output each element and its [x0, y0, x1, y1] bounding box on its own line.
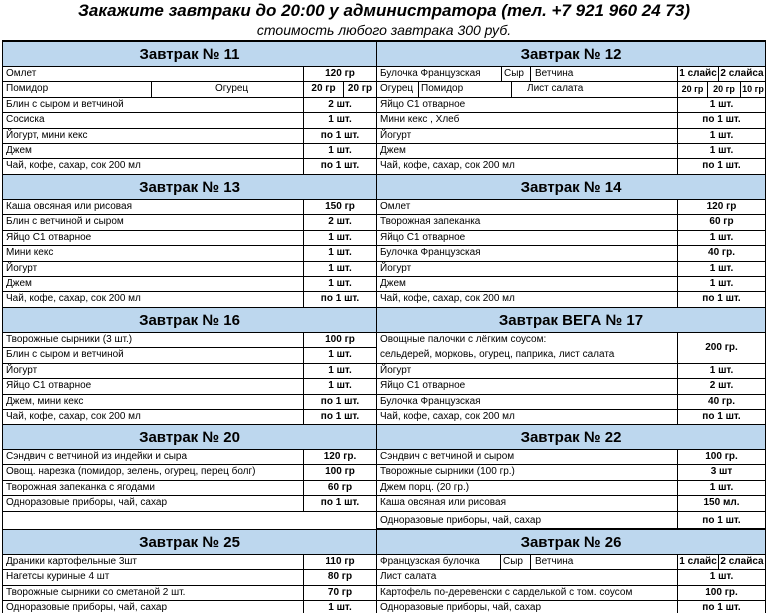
item-row [377, 200, 765, 215]
item-name: Каша овсяная или рисовая [380, 497, 506, 509]
item-row [3, 379, 376, 394]
breakfast-title: Завтрак № 25 [3, 529, 376, 555]
item-qty: 1 шт. [677, 277, 765, 291]
item-qty: 2 шт. [303, 98, 376, 112]
item-name: Джем [380, 145, 406, 156]
item-name: Овощ. нарезка (помидор, зелень, огурец, перец болг) [6, 466, 256, 478]
item-qty: 150 мл. [677, 496, 765, 510]
cell-divider [418, 82, 419, 96]
item-qty: 1 шт. [677, 262, 765, 276]
band-13-14 [2, 174, 766, 309]
item-row [3, 481, 376, 496]
item-name: Одноразовые приборы, чай, сахар [380, 514, 542, 526]
item-qty: по 1 шт. [677, 601, 765, 613]
item-qty: 3 шт [677, 465, 765, 479]
item-qty: 1 шт. [303, 348, 376, 362]
item-name: Сэндвич с ветчиной и сыром [380, 451, 515, 462]
item-name-line-2: сельдерей, морковь, огурец, паприка, лист салата [380, 349, 615, 360]
item-row [377, 555, 765, 570]
breakfast-title: Завтрак № 26 [377, 529, 765, 555]
item-qty: 1 шт. [677, 364, 765, 378]
breakfast-26 [376, 529, 766, 613]
item-row [3, 67, 376, 82]
item-row [3, 570, 376, 585]
band-16-17 [2, 307, 766, 426]
item-row [377, 333, 765, 364]
item-qty: 1 шт. [677, 570, 765, 584]
item-name: Лист салата [380, 571, 437, 583]
item-name-2: Сыр [503, 556, 523, 567]
item-name: Йогурт, мини кекс [6, 129, 88, 141]
item-name: Яйцо С1 отварное [380, 231, 466, 243]
band-11-12 [2, 41, 766, 176]
item-name-2: Сыр [504, 68, 524, 79]
cell-divider [511, 82, 512, 96]
item-qty: 60 гр [677, 215, 765, 229]
item-name: Одноразовые приборы, чай, сахар [380, 602, 542, 613]
cell-divider [501, 67, 502, 81]
item-row [3, 262, 376, 277]
item-row [3, 231, 376, 246]
breakfast-title: Завтрак № 16 [3, 307, 376, 333]
item-name-3: Ветчина [535, 556, 574, 567]
item-row [377, 67, 765, 82]
item-name-3: Лист салата [527, 83, 584, 95]
item-name-2: Помидор [421, 83, 464, 95]
item-row [377, 395, 765, 410]
item-row [3, 555, 376, 570]
item-row [377, 82, 765, 97]
item-qty: 2 шт. [677, 379, 765, 393]
item-name: Творожная запеканка с ягодами [6, 481, 155, 493]
item-row [377, 465, 765, 480]
item-qty: 120 гр [303, 67, 376, 81]
item-name: Йогурт [6, 262, 38, 274]
item-qty: 20 гр [303, 82, 343, 96]
item-name: Омлет [380, 201, 411, 212]
item-name: Сэндвич с ветчиной из индейки и сыра [6, 451, 188, 462]
item-name: Овощные палочки с лёгким соусом: [380, 334, 547, 345]
breakfast-13 [2, 174, 377, 309]
breakfast-title: Завтрак № 11 [3, 41, 376, 67]
item-row [3, 601, 376, 613]
breakfast-12 [376, 41, 766, 176]
item-qty: 60 гр [303, 481, 376, 495]
item-row [377, 277, 765, 292]
item-name: Чай, кофе, сахар, сок 200 мл [6, 411, 141, 422]
item-qty: 1 шт. [303, 364, 376, 378]
item-row [377, 601, 765, 613]
item-name: Йогурт [380, 364, 412, 376]
item-row [377, 364, 765, 379]
item-name: Чай, кофе, сахар, сок 200 мл [380, 160, 515, 172]
breakfast-17 [376, 307, 766, 426]
item-qty: 1 шт. [303, 262, 376, 276]
breakfast-11 [2, 41, 377, 176]
item-qty: 120 гр. [303, 450, 376, 464]
item-name: Мини кекс [6, 247, 54, 259]
item-qty: 200 гр. [677, 333, 765, 363]
item-row [3, 465, 376, 480]
item-qty: 1 шт. [677, 231, 765, 245]
item-qty: по 1 шт. [303, 159, 376, 175]
item-row [3, 98, 376, 113]
item-row [3, 113, 376, 128]
item-row [377, 144, 765, 159]
item-name: Яйцо С1 отварное [6, 380, 92, 392]
item-qty: 110 гр [303, 555, 376, 569]
item-qty: 70 гр [303, 586, 376, 600]
breakfast-title: Завтрак ВЕГА № 17 [377, 307, 765, 333]
item-qty: по 1 шт. [303, 129, 376, 143]
item-qty: 1 шт. [303, 231, 376, 245]
item-name: Картофель по-деревенски с сарделькой с том. соусом [380, 586, 633, 598]
item-name: Одноразовые приборы, чай, сахар [6, 602, 168, 613]
item-row [377, 450, 765, 465]
item-name: Йогурт [380, 129, 412, 141]
item-qty: 100 гр [303, 333, 376, 347]
item-qty-2: 20 гр [343, 82, 376, 96]
breakfast-title: Завтрак № 20 [3, 424, 376, 450]
item-row [3, 144, 376, 159]
item-row [377, 231, 765, 246]
item-name: Каша овсяная или рисовая [6, 201, 132, 212]
page-subtitle: стоимость любого завтрака 300 руб. [256, 22, 512, 38]
item-qty: 2 шт. [303, 215, 376, 229]
item-name: Яйцо С1 отварное [6, 231, 92, 243]
item-row [3, 277, 376, 292]
item-qty: 100 гр. [677, 450, 765, 464]
item-row [3, 395, 376, 410]
item-name: Творожная запеканка [380, 216, 481, 228]
item-name: Булочка Французская [380, 395, 481, 407]
item-name: Йогурт [6, 364, 38, 376]
item-qty: 100 гр [303, 465, 376, 479]
item-qty: 1 шт. [303, 113, 376, 127]
item-name: Яйцо С1 отварное [380, 98, 466, 110]
item-qty: 120 гр [677, 200, 765, 214]
item-qty-2: 20 гр [707, 82, 740, 96]
item-qty: 1 шт. [677, 98, 765, 112]
breakfast-20 [2, 424, 377, 529]
item-name: Булочка Французская [380, 247, 481, 259]
item-qty: 1 слайс [677, 67, 718, 81]
item-row [3, 215, 376, 230]
cell-divider [500, 555, 501, 569]
cell-divider [530, 67, 531, 81]
item-name: Творожные сырники со сметаной 2 шт. [6, 586, 186, 598]
item-qty: 150 гр [303, 200, 376, 214]
item-qty: 1 шт. [303, 601, 376, 613]
item-row [3, 496, 376, 511]
item-qty: по 1 шт. [303, 410, 376, 425]
item-qty: по 1 шт. [677, 113, 765, 127]
item-name: Чай, кофе, сахар, сок 200 мл [6, 293, 141, 305]
item-name: Джем [6, 278, 32, 289]
breakfast-16 [2, 307, 377, 426]
breakfast-22 [376, 424, 766, 529]
item-qty: 1 шт. [303, 144, 376, 158]
item-name: Джем порц. (20 гр.) [380, 481, 470, 493]
item-name: Одноразовые приборы, чай, сахар [6, 497, 168, 509]
item-name: Яйцо С1 отварное [380, 380, 466, 392]
item-qty: по 1 шт. [303, 292, 376, 308]
item-row [3, 82, 376, 97]
item-qty: 1 шт. [677, 129, 765, 143]
item-row [3, 348, 376, 363]
item-qty: по 1 шт. [303, 395, 376, 409]
item-name: Творожные сырники (3 шт.) [6, 334, 133, 345]
item-row [377, 496, 765, 511]
band-20-22 [2, 424, 766, 529]
breakfast-table [2, 40, 766, 613]
item-row [377, 113, 765, 128]
item-name: Омлет [6, 68, 37, 79]
item-qty: 1 шт. [677, 481, 765, 495]
item-qty-3: 10 гр [740, 82, 765, 96]
item-qty: 1 шт. [303, 246, 376, 260]
item-qty: по 1 шт. [677, 512, 765, 528]
breakfast-14 [376, 174, 766, 309]
item-row [377, 512, 765, 529]
item-qty: по 1 шт. [303, 496, 376, 510]
item-name: Нагетсы куриные 4 шт [6, 571, 110, 583]
breakfast-title: Завтрак № 12 [377, 41, 765, 67]
item-qty: 80 гр [303, 570, 376, 584]
item-row [3, 200, 376, 215]
item-row [377, 379, 765, 394]
item-name: Джем [380, 278, 406, 289]
item-qty-2: 2 слайса [718, 67, 765, 81]
item-row [3, 129, 376, 144]
item-qty: 100 гр. [677, 586, 765, 600]
band-25-26 [2, 529, 766, 613]
item-qty: 1 шт. [677, 144, 765, 158]
item-row [377, 215, 765, 230]
item-qty: 1 слайс [677, 555, 718, 569]
item-name: Джем [6, 145, 32, 156]
item-name: Йогурт [380, 262, 412, 274]
item-row [377, 98, 765, 113]
item-row [377, 586, 765, 601]
item-row [377, 246, 765, 261]
item-name: Творожные сырники (100 гр.) [380, 466, 515, 478]
item-name: Чай, кофе, сахар, сок 200 мл [380, 293, 515, 305]
item-qty: по 1 шт. [677, 410, 765, 425]
item-qty: по 1 шт. [677, 159, 765, 175]
item-row [377, 570, 765, 585]
breakfast-title: Завтрак № 22 [377, 424, 765, 450]
item-qty: 1 шт. [303, 277, 376, 291]
item-name: Мини кекс , Хлеб [380, 114, 460, 126]
item-name: Булочка Французская [380, 68, 481, 79]
breakfast-title: Завтрак № 14 [377, 174, 765, 200]
item-row [3, 450, 376, 465]
item-row [377, 129, 765, 144]
item-name: Чай, кофе, сахар, сок 200 мл [380, 411, 515, 422]
item-qty: 40 гр. [677, 395, 765, 409]
item-qty-2: 2 слайса [718, 555, 765, 569]
item-row [377, 262, 765, 277]
item-name: Помидор [6, 83, 49, 95]
item-row [3, 364, 376, 379]
item-row [3, 246, 376, 261]
item-qty: 20 гр [677, 82, 707, 96]
item-name: Сосиска [6, 114, 45, 126]
item-name: Блин с сыром и ветчиной [6, 349, 124, 361]
breakfast-25 [2, 529, 377, 613]
item-row [3, 586, 376, 601]
item-name: Огурец [380, 83, 414, 95]
item-qty: 1 шт. [303, 379, 376, 393]
item-row [3, 333, 376, 348]
item-name: Чай, кофе, сахар, сок 200 мл [6, 160, 141, 172]
breakfast-title: Завтрак № 13 [3, 174, 376, 200]
item-qty: 40 гр. [677, 246, 765, 260]
item-name: Джем, мини кекс [6, 395, 84, 407]
item-name: Французская булочка [380, 556, 480, 567]
cell-divider [530, 555, 531, 569]
item-name: Блин с ветчиной и сыром [6, 216, 124, 228]
item-name-2: Огурец [215, 83, 249, 95]
item-qty: по 1 шт. [677, 292, 765, 308]
item-name-3: Ветчина [535, 68, 574, 79]
page-title: Закажите завтраки до 20:00 у администратора (тел. +7 921 960 24 73) [77, 1, 691, 20]
item-row [377, 481, 765, 496]
cell-divider [151, 82, 152, 96]
item-name: Блин с сыром и ветчиной [6, 98, 124, 110]
item-name: Драники картофельные 3шт [6, 556, 137, 567]
